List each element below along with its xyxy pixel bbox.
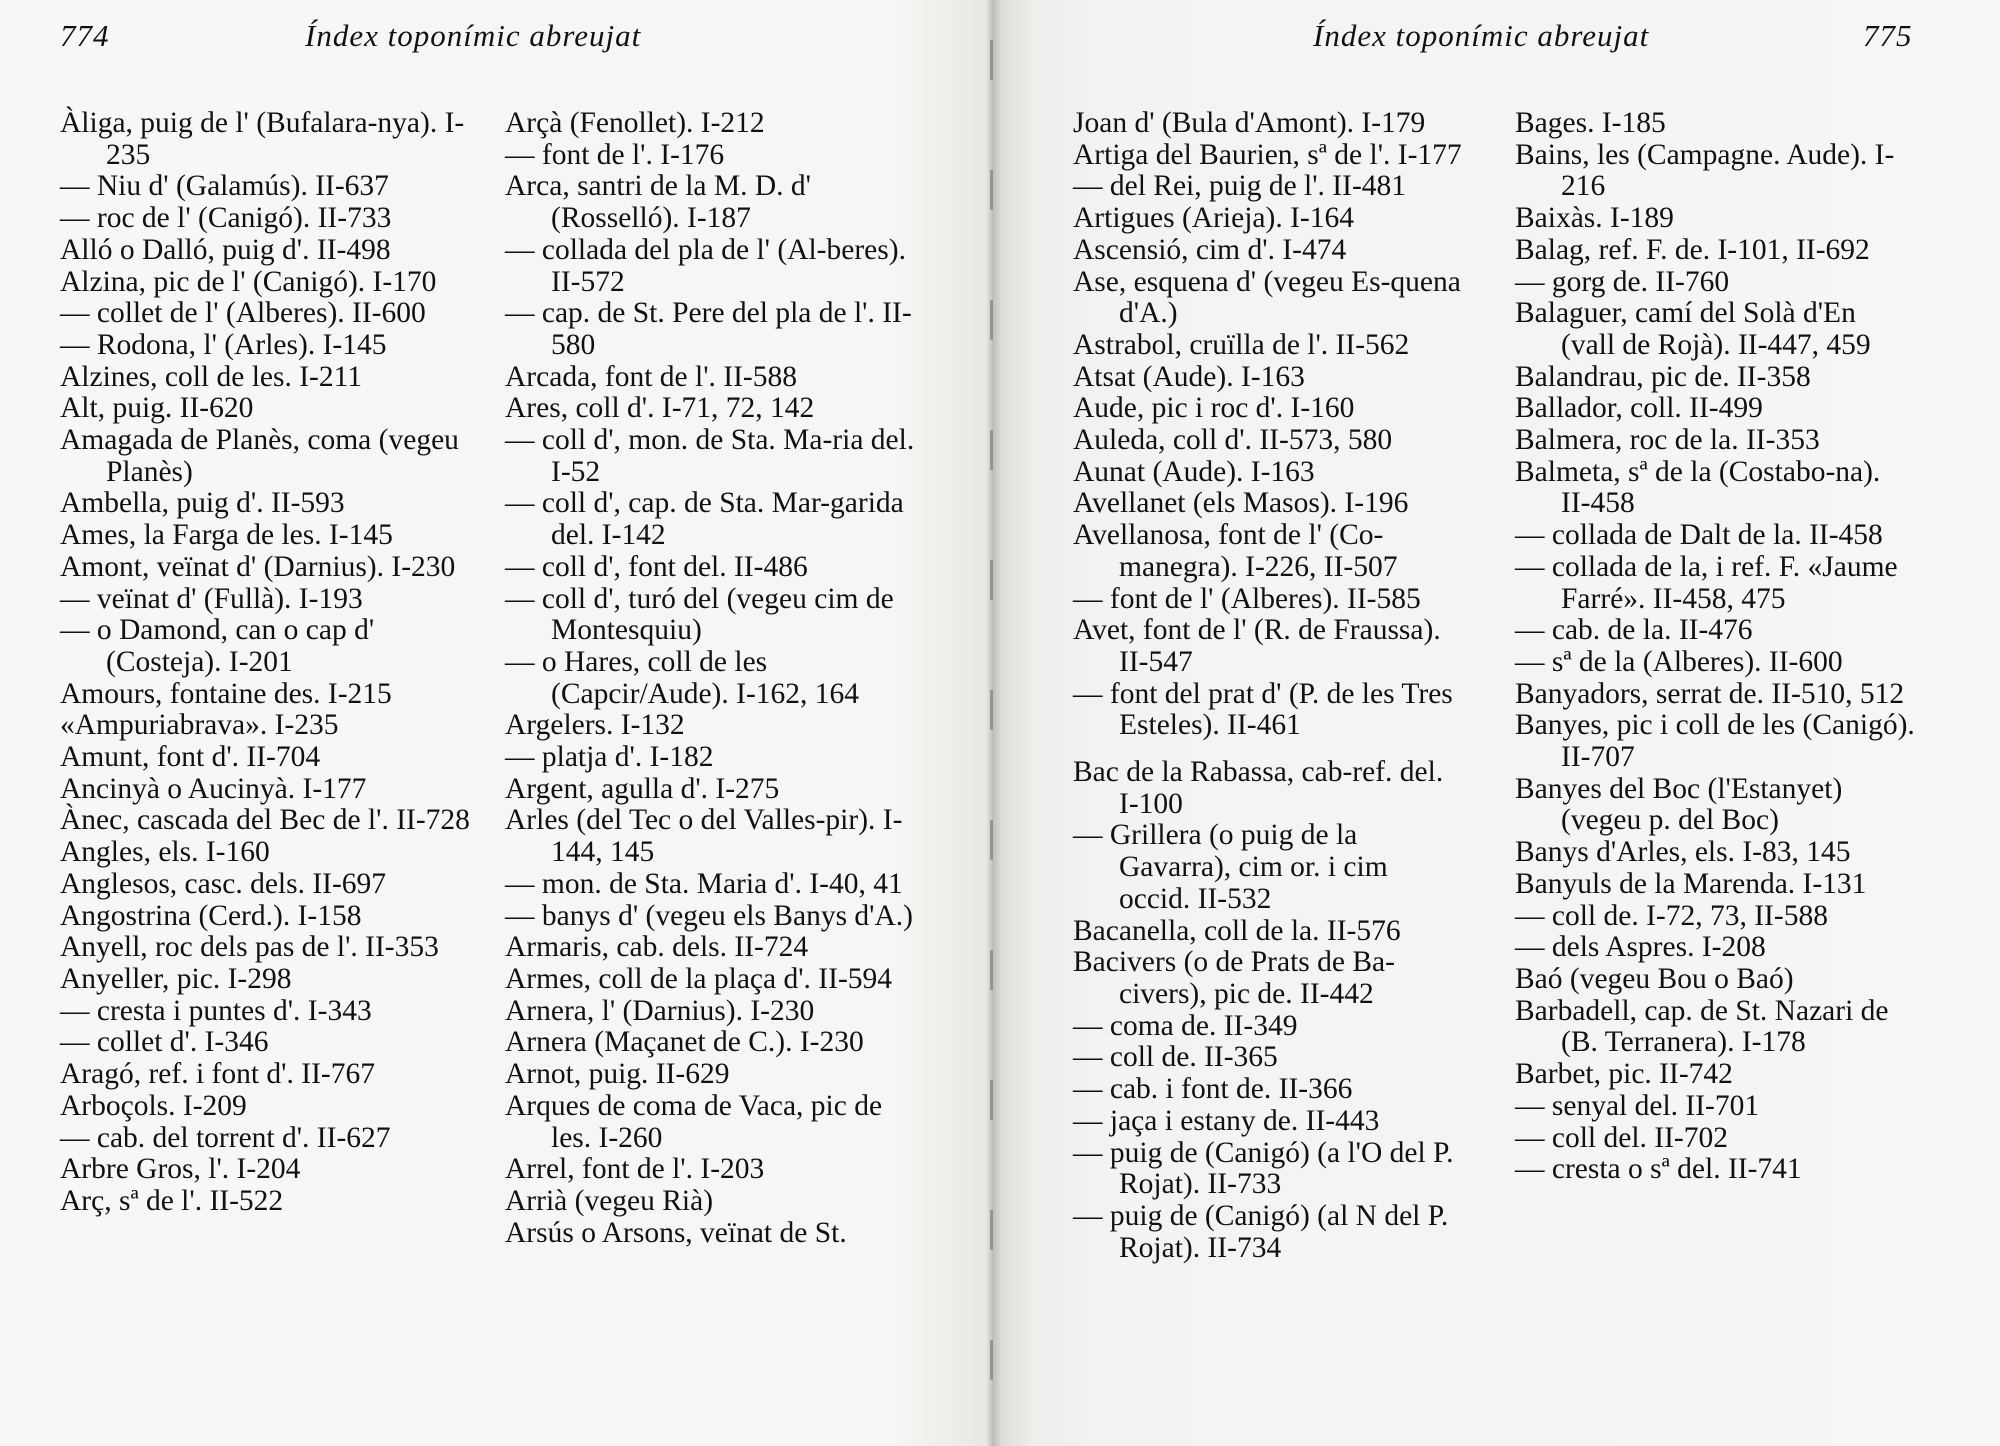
index-entry: Ares, coll d'. I-71, 72, 142: [505, 392, 815, 425]
index-entry: — coll d', turó del (vegeu cim de Montesquiu): [505, 582, 894, 647]
index-entry: Auleda, coll d'. II-573, 580: [1073, 424, 1393, 457]
index-entry: — cresta i puntes d'. I-343: [60, 994, 372, 1027]
index-entry: — collet de l' (Alberes). II-600: [60, 297, 426, 330]
index-entry: — o Hares, coll de les (Capcir/Aude). I-162, 164: [505, 645, 860, 710]
index-entry: — sª de la (Alberes). II-600: [1515, 645, 1843, 678]
index-entry: Arrià (vegeu Rià): [505, 1184, 714, 1217]
index-entry: — collada del pla de l' (Al-beres). II-572: [505, 233, 906, 298]
index-entry: — Grillera (o puig de la Gavarra), cim or. i cim occid. II-532: [1073, 819, 1388, 915]
index-entry: Arçà (Fenollet). I-212: [505, 107, 765, 139]
index-entry: Arques de coma de Vaca, pic de les. I-260: [505, 1089, 883, 1154]
index-entry: — collet d'. I-346: [60, 1026, 269, 1059]
index-entry: Alzina, pic de l' (Canigó). I-170: [60, 265, 437, 298]
index-entry: — puig de (Canigó) (a l'O del P. Rojat). II-733: [1073, 1136, 1454, 1201]
index-entry: Balmera, roc de la. II-353: [1515, 424, 1820, 457]
index-entry: Anyeller, pic. I-298: [60, 962, 292, 995]
index-entry: — font del prat d' (P. de les Tres Esteles). II-461: [1073, 677, 1453, 742]
index-entry: Baixàs. I-189: [1515, 202, 1674, 235]
index-entry: — o Damond, can o cap d' (Costeja). I-201: [60, 614, 375, 678]
index-entry: — jaça i estany de. II-443: [1073, 1104, 1380, 1137]
index-entry: Balmeta, sª de la (Costabo-na). II-458: [1515, 455, 1881, 520]
index-entry: Banyes del Boc (l'Estanyet) (vegeu p. del Boc): [1515, 772, 1843, 837]
index-entry: Arbre Gros, l'. I-204: [60, 1153, 301, 1186]
index-entry: — cab. de la. II-476: [1515, 614, 1753, 647]
index-entry: Artiga del Baurien, sª de l'. I-177: [1073, 138, 1462, 171]
index-entry: Amunt, font d'. II-704: [60, 741, 321, 774]
page-number: 774: [60, 18, 110, 53]
index-entry: Atsat (Aude). I-163: [1073, 360, 1305, 393]
index-entry: — Rodona, l' (Arles). I-145: [60, 328, 387, 361]
index-entry: Balaguer, camí del Solà d'En (vall de Rojà). II-447, 459: [1515, 297, 1871, 361]
index-entry: Aragó, ref. i font d'. II-767: [60, 1058, 375, 1091]
index-entry: Avellanosa, font de l' (Co-manegra). I-226, II-507: [1073, 519, 1398, 583]
index-entry: — dels Aspres. I-208: [1515, 931, 1766, 964]
index-entry: Ase, esquena d' (vegeu Es-quena d'A.): [1073, 265, 1461, 330]
index-entry: — font de l' (Alberes). II-585: [1073, 582, 1421, 615]
index-entry: Bacivers (o de Prats de Ba-civers), pic de. II-442: [1073, 946, 1395, 1010]
index-entry: Arnera (Maçanet de C.). I-230: [505, 1026, 864, 1059]
index-entry: Arboçols. I-209: [60, 1089, 247, 1122]
index-entry: — collada de Dalt de la. II-458: [1515, 519, 1883, 552]
index-entry: — cab. i font de. II-366: [1073, 1073, 1353, 1106]
index-entry: — font de l'. I-176: [505, 138, 725, 171]
index-entry: Arcada, font de l'. II-588: [505, 360, 798, 393]
index-entry: — cresta o sª del. II-741: [1515, 1153, 1802, 1186]
index-entry: Banyuls de la Marenda. I-131: [1515, 867, 1867, 900]
index-entry: Armes, coll de la plaça d'. II-594: [505, 962, 893, 995]
index-entry: Ambella, puig d'. II-593: [60, 487, 345, 520]
index-entry: — coma de. II-349: [1073, 1009, 1298, 1042]
index-entry: — coll del. II-702: [1515, 1121, 1728, 1154]
index-entry: Amours, fontaine des. I-215: [60, 677, 392, 710]
index-entry: — senyal del. II-701: [1515, 1089, 1760, 1122]
index-entry: — collada de la, i ref. F. «Jaume Farré». II-458, 475: [1515, 550, 1898, 615]
index-entry: Amont, veïnat d' (Darnius). I-230: [60, 550, 456, 583]
index-entry: Bages. I-185: [1515, 107, 1666, 139]
index-entry: Avellanet (els Masos). I-196: [1073, 487, 1409, 520]
index-entry: Ames, la Farga de les. I-145: [60, 519, 393, 552]
index-entry: Anglesos, casc. dels. II-697: [60, 867, 387, 900]
index-entry: Arrel, font de l'. I-203: [505, 1153, 765, 1186]
page-number: 775: [1863, 18, 1913, 53]
index-entry: Alt, puig. II-620: [60, 392, 254, 425]
index-entry: — del Rei, puig de l'. II-481: [1073, 170, 1407, 203]
index-entry: — gorg de. II-760: [1515, 265, 1730, 298]
running-head: Índex toponímic abreujat: [305, 18, 642, 53]
index-entry: «Ampuriabrava». I-235: [60, 709, 339, 742]
index-entry: Arnot, puig. II-629: [505, 1058, 730, 1091]
index-entry: Àliga, puig de l' (Bufalara-nya). I-235: [60, 107, 465, 171]
index-entry: Ascensió, cim d'. I-474: [1073, 233, 1347, 266]
index-entry: Alzines, coll de les. I-211: [60, 360, 363, 393]
index-entry: Arnera, l' (Darnius). I-230: [505, 994, 815, 1027]
index-entry: — platja d'. I-182: [505, 741, 714, 774]
index-entry: — Niu d' (Galamús). II-637: [60, 170, 389, 203]
index-entry: Angostrina (Cerd.). I-158: [60, 899, 362, 932]
index-entry: Barbet, pic. II-742: [1515, 1058, 1733, 1091]
index-entry: Barbadell, cap. de St. Nazari de (B. Terranera). I-178: [1515, 994, 1889, 1059]
index-entry: Aunat (Aude). I-163: [1073, 455, 1315, 488]
index-entry: Banyadors, serrat de. II-510, 512: [1515, 677, 1905, 710]
index-entry: Avet, font de l' (R. de Fraussa). II-547: [1073, 614, 1441, 678]
index-entry: — banys d' (vegeu els Banys d'A.): [505, 899, 913, 932]
index-entry: Armaris, cab. dels. II-724: [505, 931, 809, 964]
index-entry: — puig de (Canigó) (al N del P. Rojat). II-734: [1073, 1199, 1449, 1264]
index-entry: — coll d', mon. de Sta. Ma-ria del. I-52: [505, 424, 915, 488]
index-entry: Astrabol, cruïlla de l'. II-562: [1073, 328, 1410, 361]
index-entry: Ballador, coll. II-499: [1515, 392, 1763, 425]
index-entry: Bac de la Rabassa, cab-ref. del. I-100: [1073, 756, 1444, 820]
index-entry: — coll de. II-365: [1073, 1041, 1278, 1074]
index-column: [1073, 108, 1463, 1264]
index-entry: Joan d' (Bula d'Amont). I-179: [1073, 107, 1426, 139]
index-entry: — coll d', cap. de Sta. Mar-garida del. I-142: [505, 487, 904, 552]
index-entry: Angles, els. I-160: [60, 836, 270, 869]
index-entry: Ànec, cascada del Bec de l'. II-728: [60, 804, 470, 837]
index-entry: Banys d'Arles, els. I-83, 145: [1515, 836, 1851, 869]
index-entry: — mon. de Sta. Maria d'. I-40, 41: [505, 867, 903, 900]
index-entry: Anyell, roc dels pas de l'. II-353: [60, 931, 439, 964]
index-entry: Arles (del Tec o del Valles-pir). I-144, 145: [505, 804, 903, 869]
index-entry: — cap. de St. Pere del pla de l'. II-580: [505, 297, 912, 361]
index-entry: Balag, ref. F. de. I-101, II-692: [1515, 233, 1870, 266]
index-entry: — roc de l' (Canigó). II-733: [60, 202, 392, 235]
binding-shadow: [990, 40, 993, 1420]
index-entry: — veïnat d' (Fullà). I-193: [60, 582, 363, 615]
index-entry: Balandrau, pic de. II-358: [1515, 360, 1811, 393]
index-entry: Banyes, pic i coll de les (Canigó). II-707: [1515, 709, 1915, 774]
index-entry: Argent, agulla d'. I-275: [505, 772, 780, 805]
index-entry: Aude, pic i roc d'. I-160: [1073, 392, 1355, 425]
index-column: [1515, 108, 1915, 1186]
index-column: [505, 108, 915, 1249]
index-entry: Arç, sª de l'. II-522: [60, 1184, 284, 1217]
index-entry: Bains, les (Campagne. Aude). I-216: [1515, 138, 1895, 203]
index-entry: Argelers. I-132: [505, 709, 685, 742]
index-entry: Bacanella, coll de la. II-576: [1073, 914, 1401, 947]
index-entry: Arca, santri de la M. D. d' (Rosselló). I-187: [505, 170, 811, 235]
right-page: [993, 0, 2000, 1446]
index-column: [60, 108, 470, 1218]
index-entry: — coll de. I-72, 73, II-588: [1515, 899, 1828, 932]
book-gutter: [986, 0, 1000, 1446]
index-entry: Alló o Dalló, puig d'. II-498: [60, 233, 391, 266]
index-entry: — cab. del torrent d'. II-627: [60, 1121, 391, 1154]
index-entry: Artigues (Arieja). I-164: [1073, 202, 1354, 235]
index-entry: — coll d', font del. II-486: [505, 550, 808, 583]
index-entry: Arsús o Arsons, veïnat de St.: [505, 1216, 847, 1249]
left-page: [0, 0, 993, 1446]
index-entry: Baó (vegeu Bou o Baó): [1515, 962, 1794, 995]
index-entry: Ancinyà o Aucinyà. I-177: [60, 772, 367, 805]
running-head: Índex toponímic abreujat: [1313, 18, 1650, 53]
index-entry: Amagada de Planès, coma (vegeu Planès): [60, 424, 459, 488]
